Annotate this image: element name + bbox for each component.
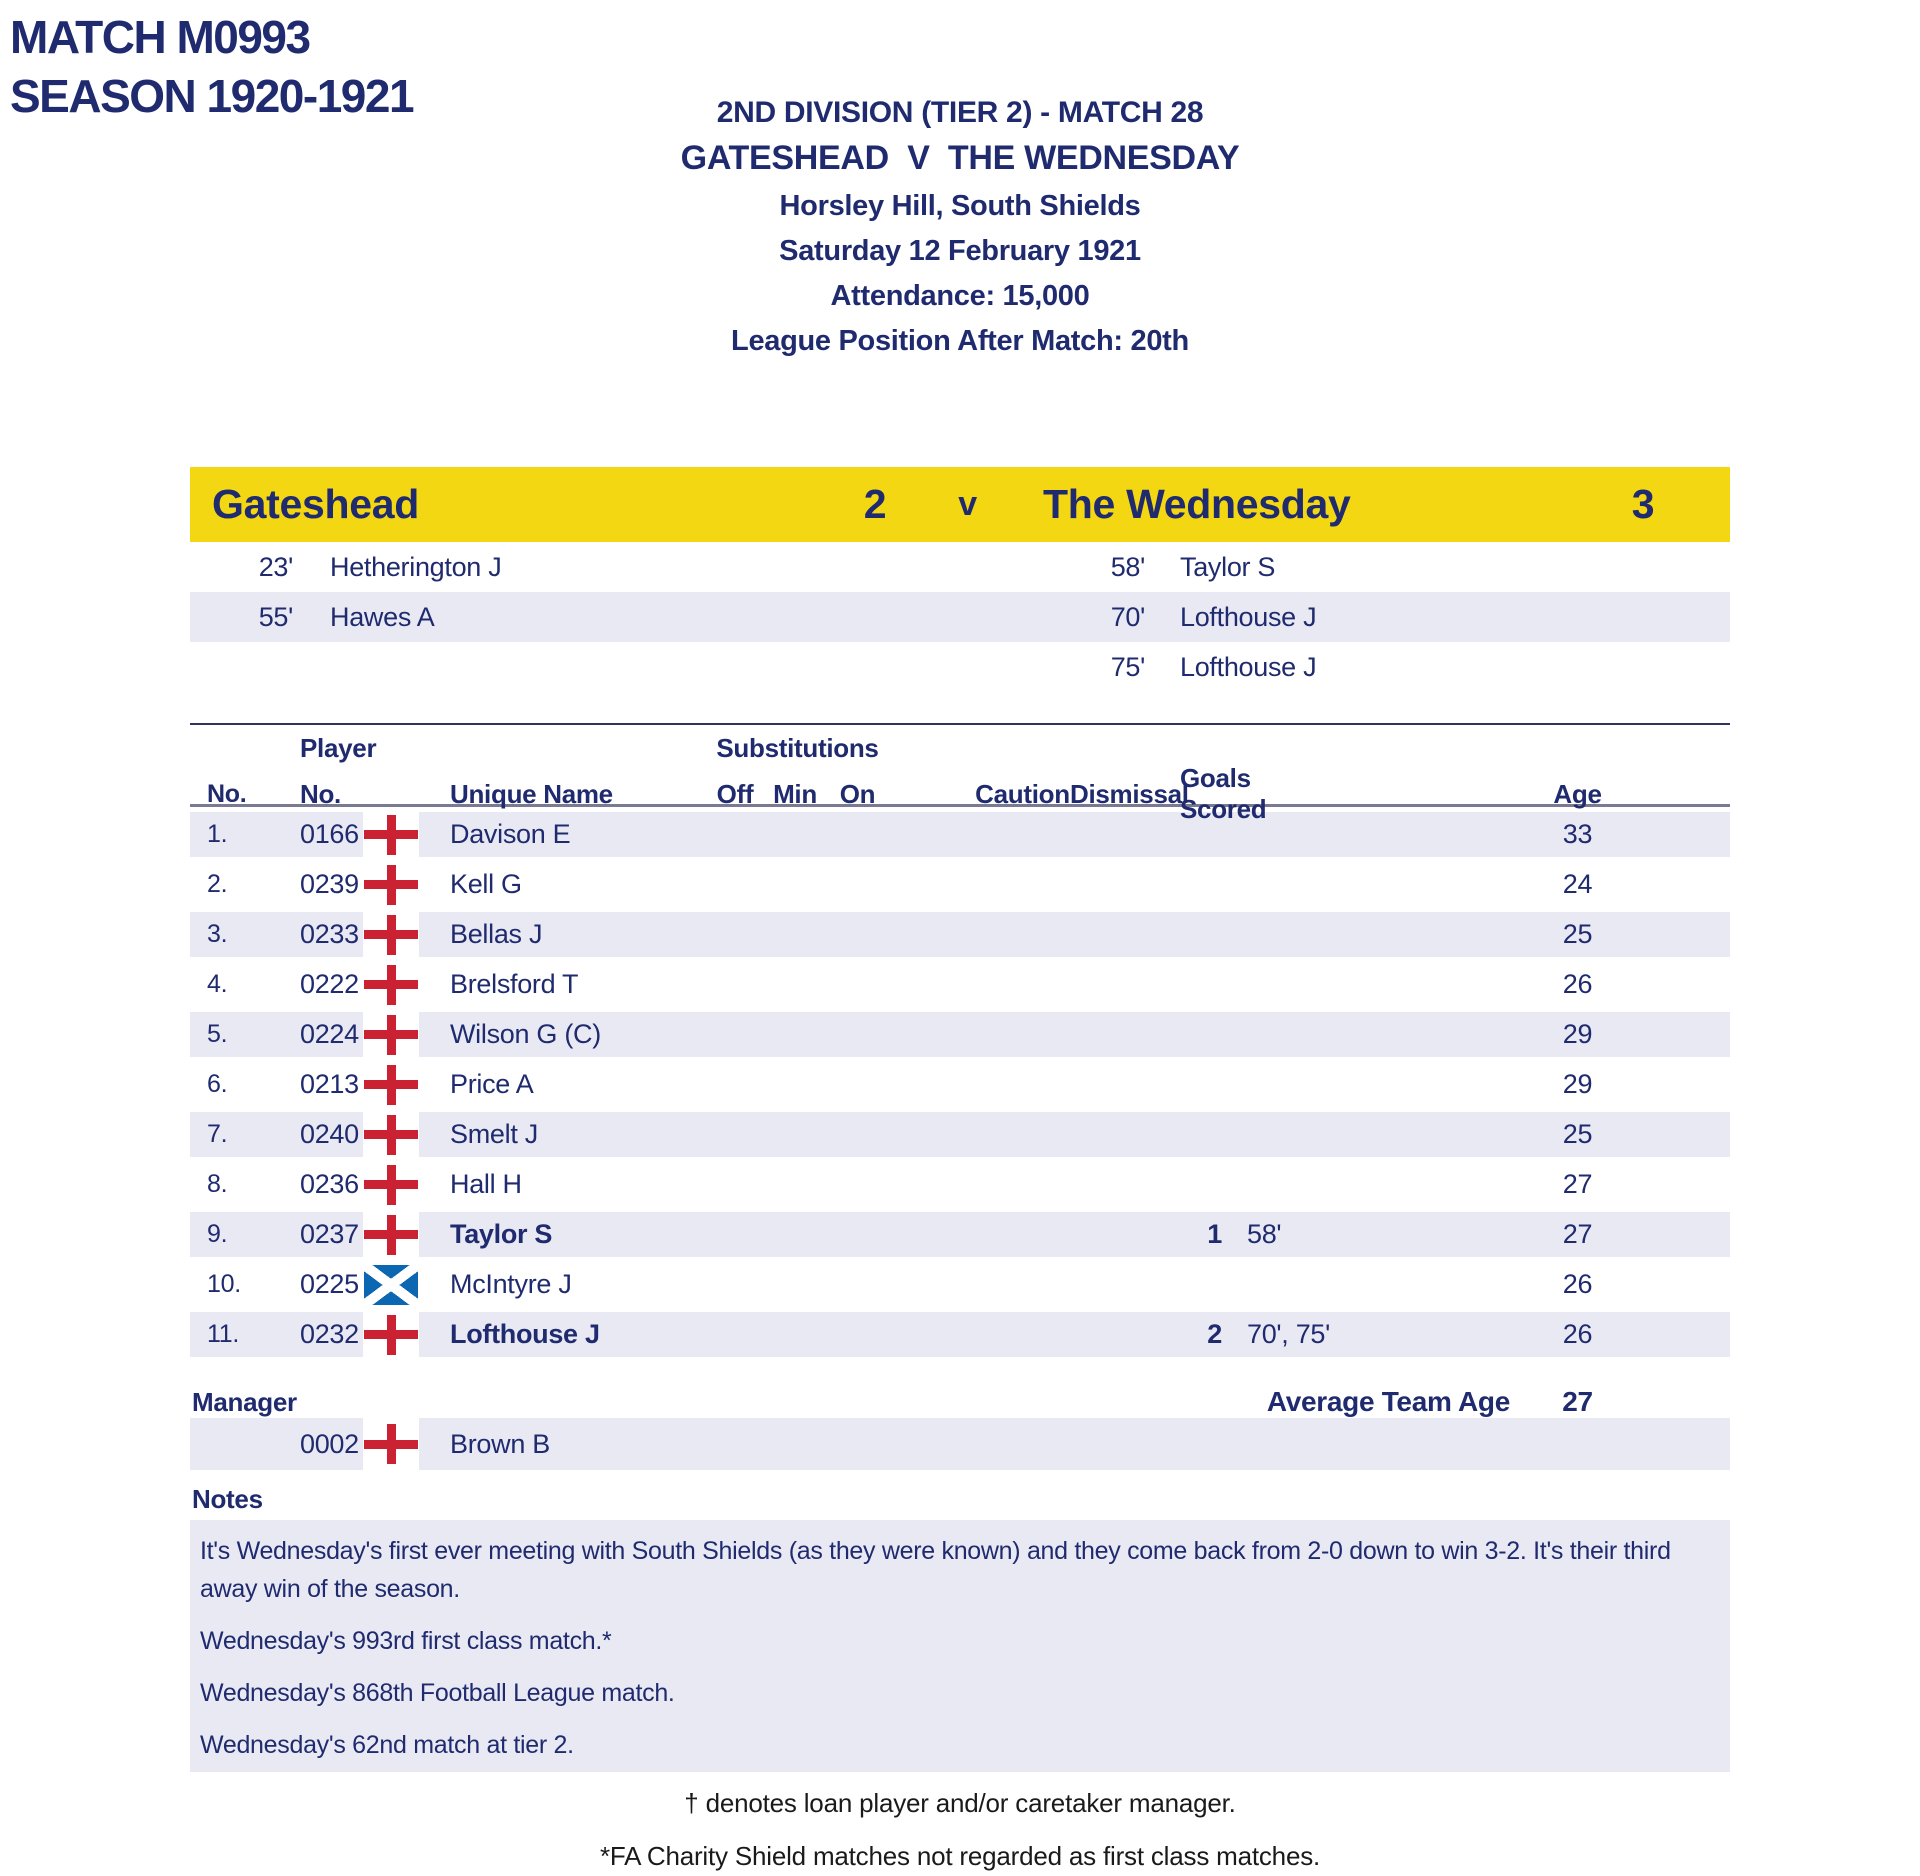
player-number: 0237 (300, 1219, 359, 1249)
row-number: 5. (207, 1020, 228, 1048)
england-flag-icon (364, 915, 418, 955)
table-row (190, 1162, 1730, 1207)
away-goal-scorer: Lofthouse J (1180, 601, 1317, 632)
goals-count: 2 (1207, 1319, 1222, 1349)
england-flag-icon (364, 1424, 418, 1464)
table-row (190, 1112, 1730, 1157)
home-goal-minute: 55' (258, 601, 293, 632)
player-age: 25 (1562, 1119, 1593, 1149)
england-flag-icon (364, 1115, 418, 1155)
away-team-name: The Wednesday (1043, 481, 1351, 527)
player-age: 29 (1562, 1019, 1593, 1049)
player-number: 0225 (300, 1269, 359, 1299)
match-header (0, 96, 1920, 358)
manager-label: Manager (192, 1386, 297, 1417)
player-age: 26 (1562, 969, 1593, 999)
note-paragraph: It's Wednesday's first ever meeting with South Shields (as they were known) and they come back from 2-0 down to win 3-2. It's their third away win of the season. (200, 1537, 1671, 1603)
home-team-name: Gateshead (212, 481, 419, 527)
player-number: 0166 (300, 819, 359, 849)
goals-count: 1 (1207, 1219, 1222, 1249)
player-name: Kell G (450, 869, 522, 899)
player-age: 27 (1562, 1219, 1593, 1249)
row-number: 10. (207, 1270, 241, 1298)
average-team-age-label: Average Team Age (1266, 1386, 1510, 1417)
on-header: On (839, 778, 876, 809)
season-label: SEASON 1920-1921 (10, 69, 414, 122)
player-number: 0233 (300, 919, 359, 949)
caution-header: Caution (975, 778, 1070, 809)
row-number: 6. (207, 1070, 228, 1098)
row-number: 1. (207, 820, 228, 848)
table-row (190, 1262, 1730, 1307)
row-number: 11. (207, 1320, 239, 1348)
player-name: Smelt J (450, 1119, 538, 1149)
goal-row (190, 542, 1730, 592)
table-header-group-row (190, 725, 1730, 763)
attendance-line: Attendance: 15,000 (830, 280, 1090, 312)
table-row (190, 1312, 1730, 1357)
note-paragraph: Wednesday's 868th Football League match. (200, 1679, 675, 1707)
player-name: Wilson G (C) (450, 1019, 601, 1049)
player-number: 0232 (300, 1319, 359, 1349)
age-header: Age (1553, 778, 1602, 809)
date-line: Saturday 12 February 1921 (779, 235, 1141, 267)
player-number: 0213 (300, 1069, 359, 1099)
player-age: 29 (1562, 1069, 1593, 1099)
away-goal-scorer: Lofthouse J (1180, 651, 1317, 682)
table-row (190, 1212, 1730, 1257)
player-age: 26 (1562, 1319, 1593, 1349)
player-name: Davison E (450, 819, 571, 849)
player-number: 0236 (300, 1169, 359, 1199)
home-goal-scorer: Hawes A (330, 601, 435, 632)
england-flag-icon (364, 1215, 418, 1255)
england-flag-icon (364, 1315, 418, 1355)
player-name: Price A (450, 1069, 534, 1099)
away-goal-minute: 75' (1110, 651, 1145, 682)
manager-name: Brown B (450, 1428, 550, 1459)
player-age: 25 (1562, 919, 1593, 949)
off-header: Off (716, 778, 754, 809)
charity-shield-footnote: *FA Charity Shield matches not regarded as first class matches. (599, 1841, 1321, 1871)
lineup-table (190, 723, 1730, 1357)
table-row (190, 912, 1730, 957)
manager-row (190, 1418, 1730, 1470)
table-row (190, 962, 1730, 1007)
match-id: MATCH M0993 (10, 11, 310, 63)
table-row (190, 862, 1730, 907)
table-row (190, 1012, 1730, 1057)
away-goal-scorer: Taylor S (1180, 551, 1276, 582)
goal-scorers (190, 542, 1730, 692)
player-number: 0222 (300, 969, 359, 999)
england-flag-icon (364, 1165, 418, 1205)
notes-label: Notes (192, 1484, 263, 1514)
dismissal-header: Dismissal (1070, 778, 1189, 809)
player-name: Hall H (450, 1169, 522, 1199)
min-header: Min (773, 778, 817, 809)
loan-footnote: † denotes loan player and/or caretaker manager. (684, 1788, 1236, 1818)
note-paragraph: Wednesday's 993rd first class match.* (200, 1627, 612, 1655)
home-goal-scorer: Hetherington J (330, 551, 502, 582)
goals-scored-header: Goals Scored (1180, 763, 1267, 824)
goal-row (190, 642, 1730, 692)
scotland-flag-icon (364, 1265, 418, 1305)
venue-line: Horsley Hill, South Shields (779, 190, 1141, 222)
manager-header-line (190, 1386, 1730, 1417)
england-flag-icon (364, 815, 418, 855)
note-paragraph: Wednesday's 62nd match at tier 2. (200, 1731, 574, 1759)
player-age: 33 (1562, 819, 1593, 849)
goal-times: 58' (1247, 1219, 1282, 1249)
player-number: 0224 (300, 1019, 359, 1049)
table-row (190, 1062, 1730, 1107)
player-number: 0240 (300, 1119, 359, 1149)
england-flag-icon (364, 1065, 418, 1105)
player-name: Bellas J (450, 919, 543, 949)
england-flag-icon (364, 1015, 418, 1055)
player-number: 0239 (300, 869, 359, 899)
no-header: No. (207, 779, 247, 808)
average-team-age-value: 27 (1562, 1386, 1593, 1417)
england-flag-icon (364, 865, 418, 905)
goal-row (190, 592, 1730, 642)
league-position-line: League Position After Match: 20th (731, 325, 1189, 357)
player-name: Lofthouse J (450, 1319, 600, 1349)
player-name: Brelsford T (450, 969, 579, 999)
player-age: 27 (1562, 1169, 1593, 1199)
home-goal-minute: 23' (258, 551, 293, 582)
competition-line: 2ND DIVISION (TIER 2) - MATCH 28 (716, 96, 1204, 129)
away-goal-minute: 70' (1110, 601, 1145, 632)
bottom-section (190, 1386, 1730, 1872)
row-number: 4. (207, 970, 228, 998)
away-score: 3 (1631, 481, 1655, 527)
substitutions-group-header: Substitutions (716, 733, 879, 763)
versus-separator: v (958, 485, 977, 523)
england-flag-icon (364, 965, 418, 1005)
table-header-row (190, 763, 1730, 824)
player-age: 26 (1562, 1269, 1593, 1299)
manager-number: 0002 (300, 1428, 359, 1459)
player-name: McIntyre J (450, 1269, 572, 1299)
notes-box (190, 1520, 1730, 1772)
home-score: 2 (863, 481, 887, 527)
score-banner (190, 467, 1730, 542)
row-number: 8. (207, 1170, 228, 1198)
table-row (190, 812, 1730, 857)
player-no-header: No. (300, 778, 341, 809)
fixture-line: GATESHEAD V THE WEDNESDAY (680, 139, 1240, 177)
row-number: 3. (207, 920, 228, 948)
player-age: 24 (1562, 869, 1593, 899)
row-number: 2. (207, 870, 228, 898)
row-number: 7. (207, 1120, 228, 1148)
player-name: Taylor S (450, 1219, 553, 1249)
player-no-header-top: Player (300, 733, 377, 763)
goal-times: 70', 75' (1247, 1319, 1330, 1349)
unique-name-header: Unique Name (450, 778, 613, 809)
away-goal-minute: 58' (1110, 551, 1145, 582)
row-number: 9. (207, 1220, 228, 1248)
